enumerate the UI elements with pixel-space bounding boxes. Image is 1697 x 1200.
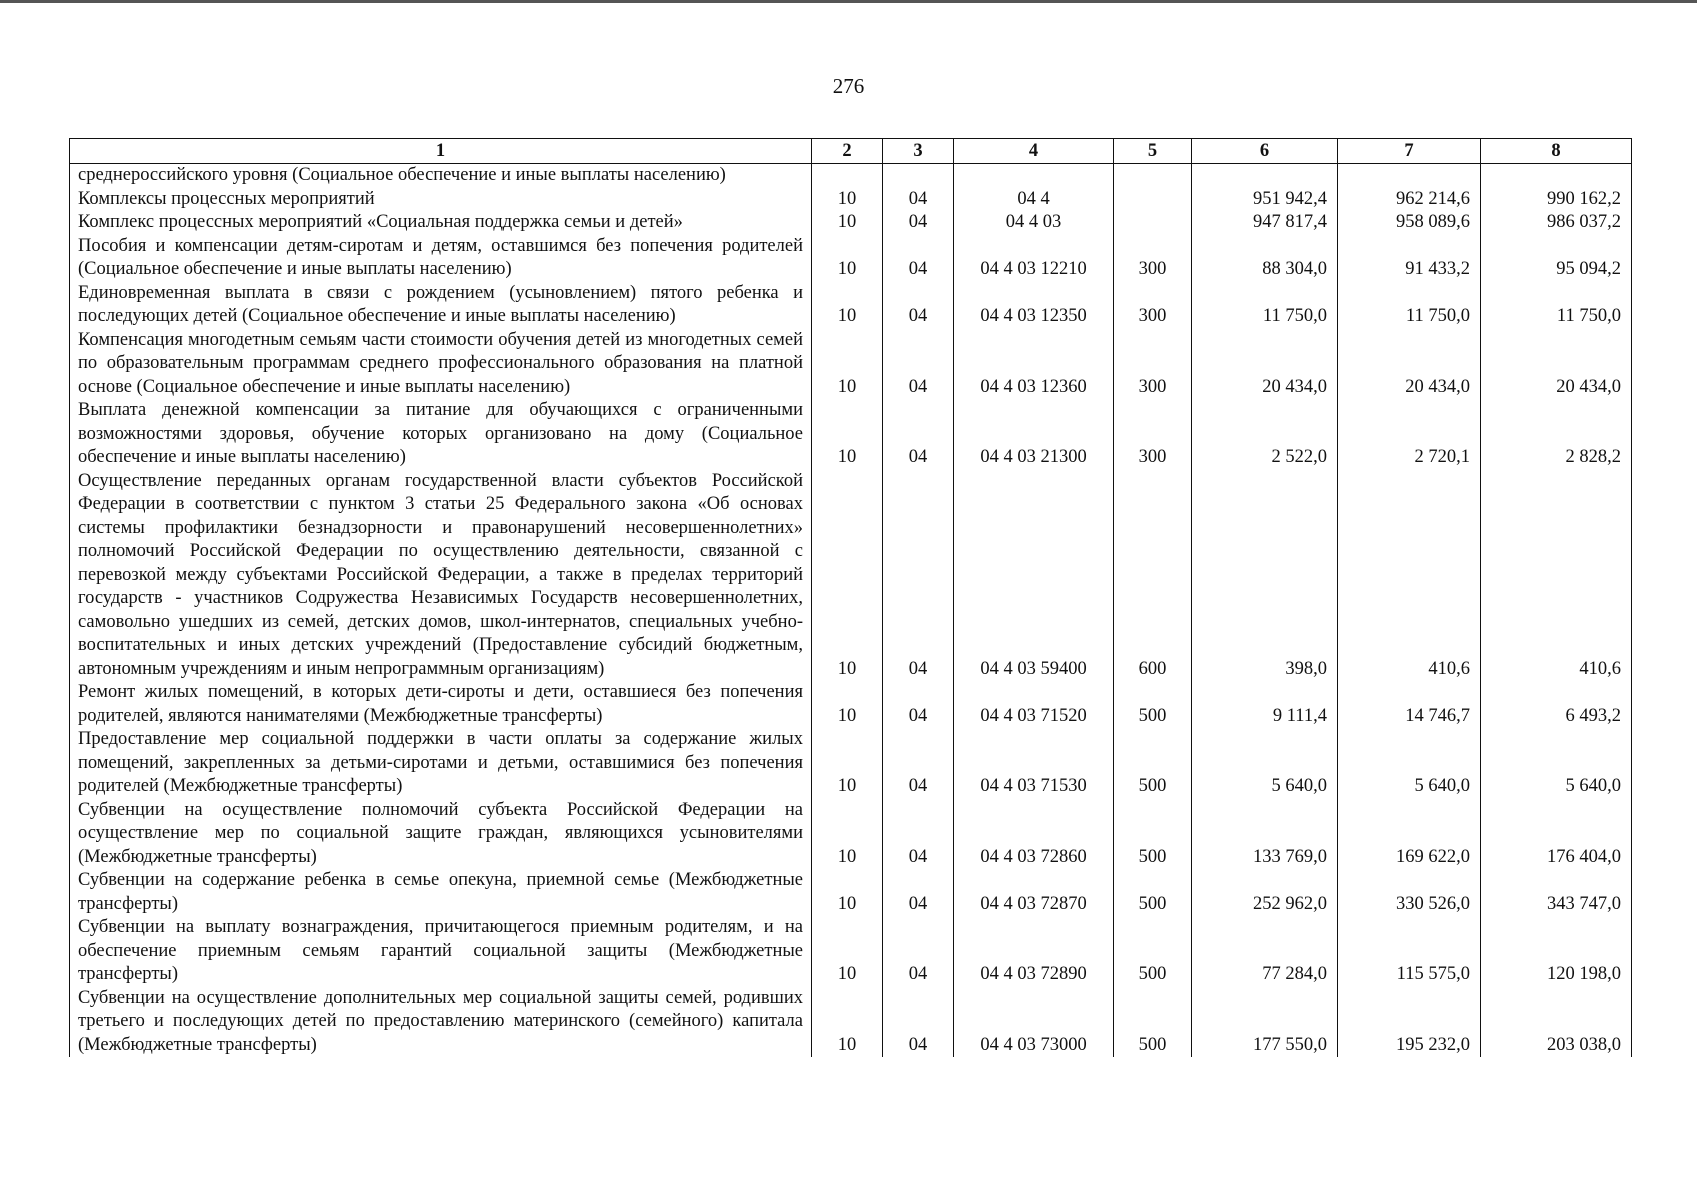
amount-year-3: 120 198,0 [1481, 916, 1632, 987]
amount-year-3: 203 038,0 [1481, 987, 1632, 1058]
target-article-code: 04 4 03 59400 [954, 470, 1114, 682]
section-code: 10 [812, 211, 883, 235]
expense-type-code: 300 [1114, 235, 1192, 282]
amount-year-1: 11 750,0 [1192, 282, 1338, 329]
subsection-code [883, 164, 954, 188]
target-article-code: 04 4 03 72890 [954, 916, 1114, 987]
amount-year-3: 2 828,2 [1481, 399, 1632, 470]
subsection-code: 04 [883, 728, 954, 799]
amount-year-2: 91 433,2 [1338, 235, 1481, 282]
budget-table [69, 138, 1632, 1057]
amount-year-2: 169 622,0 [1338, 799, 1481, 870]
subsection-code: 04 [883, 681, 954, 728]
amount-year-3: 990 162,2 [1481, 188, 1632, 212]
target-article-code: 04 4 [954, 188, 1114, 212]
table-row [70, 799, 1632, 870]
target-article-code: 04 4 03 [954, 211, 1114, 235]
amount-year-1: 88 304,0 [1192, 235, 1338, 282]
row-description: Ремонт жилых помещений, в которых дети-сироты и дети, оставшиеся без попечения родителей, являются нанимателями (Межбюджетные трансферты) [70, 681, 812, 728]
table-row [70, 470, 1632, 682]
section-code: 10 [812, 399, 883, 470]
row-description: Выплата денежной компенсации за питание для обучающихся с ограниченными возможностями здоровья, обучение которых организовано на дому (Социальное обеспечение и иные выплаты населению) [70, 399, 812, 470]
target-article-code: 04 4 03 71520 [954, 681, 1114, 728]
row-description: Субвенции на осуществление полномочий субъекта Российской Федерации на осуществление мер по социальной защите граждан, являющихся усыновителями (Межбюджетные трансферты) [70, 799, 812, 870]
table-row [70, 188, 1632, 212]
expense-type-code: 300 [1114, 282, 1192, 329]
column-header: 4 [954, 139, 1114, 164]
expense-type-code: 500 [1114, 987, 1192, 1058]
table-row [70, 329, 1632, 400]
table-row [70, 728, 1632, 799]
amount-year-1 [1192, 164, 1338, 188]
column-header: 7 [1338, 139, 1481, 164]
section-code: 10 [812, 799, 883, 870]
target-article-code [954, 164, 1114, 188]
subsection-code: 04 [883, 282, 954, 329]
top-rule [0, 0, 1697, 3]
target-article-code: 04 4 03 21300 [954, 399, 1114, 470]
subsection-code: 04 [883, 188, 954, 212]
amount-year-1: 252 962,0 [1192, 869, 1338, 916]
table-row [70, 164, 1632, 188]
amount-year-3: 95 094,2 [1481, 235, 1632, 282]
section-code: 10 [812, 235, 883, 282]
column-header: 5 [1114, 139, 1192, 164]
table-row [70, 211, 1632, 235]
amount-year-2: 14 746,7 [1338, 681, 1481, 728]
amount-year-3 [1481, 164, 1632, 188]
section-code: 10 [812, 329, 883, 400]
row-description: Осуществление переданных органам государственной власти субъектов Российской Федерации в соответствии с пунктом 3 статьи 25 Федерального закона «Об основах системы профилактики безнадзорности и правонарушений несовершеннолетних» полномочий Российской Федерации по осуществлению деятельности, связанной с перевозкой между субъектами Российской Федерации, а также в пределах территорий государств - участников Содружества Независимых Государств несовершеннолетних, самовольно ушедших из семей, детских домов, школ-интернатов, специальных учебно-воспитательных и иных детских учреждений (Предоставление субсидий бюджетным, автономным учреждениям и иным непрограммным организациям) [70, 470, 812, 682]
row-description: Субвенции на выплату вознаграждения, причитающегося приемным родителям, и на обеспечение приемным семьям гарантий социальной защиты (Межбюджетные трансферты) [70, 916, 812, 987]
row-description: среднероссийского уровня (Социальное обеспечение и иные выплаты населению) [70, 164, 812, 188]
amount-year-2: 11 750,0 [1338, 282, 1481, 329]
amount-year-1: 5 640,0 [1192, 728, 1338, 799]
amount-year-1: 951 942,4 [1192, 188, 1338, 212]
expense-type-code: 500 [1114, 869, 1192, 916]
table-row [70, 869, 1632, 916]
target-article-code: 04 4 03 12360 [954, 329, 1114, 400]
column-header: 6 [1192, 139, 1338, 164]
subsection-code: 04 [883, 399, 954, 470]
amount-year-2: 2 720,1 [1338, 399, 1481, 470]
table-row [70, 987, 1632, 1058]
amount-year-3: 11 750,0 [1481, 282, 1632, 329]
row-description: Комплексы процессных мероприятий [70, 188, 812, 212]
target-article-code: 04 4 03 71530 [954, 728, 1114, 799]
amount-year-1: 9 111,4 [1192, 681, 1338, 728]
expense-type-code: 500 [1114, 799, 1192, 870]
amount-year-3: 343 747,0 [1481, 869, 1632, 916]
target-article-code: 04 4 03 12350 [954, 282, 1114, 329]
amount-year-1: 177 550,0 [1192, 987, 1338, 1058]
amount-year-1: 398,0 [1192, 470, 1338, 682]
row-description: Единовременная выплата в связи с рождением (усыновлением) пятого ребенка и последующих детей (Социальное обеспечение и иные выплаты населению) [70, 282, 812, 329]
amount-year-3: 176 404,0 [1481, 799, 1632, 870]
section-code: 10 [812, 282, 883, 329]
expense-type-code: 300 [1114, 399, 1192, 470]
amount-year-3: 5 640,0 [1481, 728, 1632, 799]
expense-type-code [1114, 164, 1192, 188]
section-code: 10 [812, 728, 883, 799]
amount-year-2: 5 640,0 [1338, 728, 1481, 799]
amount-year-2: 115 575,0 [1338, 916, 1481, 987]
header-row [70, 139, 1632, 164]
section-code: 10 [812, 869, 883, 916]
expense-type-code: 500 [1114, 681, 1192, 728]
section-code [812, 164, 883, 188]
section-code: 10 [812, 987, 883, 1058]
amount-year-2: 962 214,6 [1338, 188, 1481, 212]
subsection-code: 04 [883, 235, 954, 282]
amount-year-2: 330 526,0 [1338, 869, 1481, 916]
expense-type-code: 500 [1114, 916, 1192, 987]
amount-year-1: 947 817,4 [1192, 211, 1338, 235]
target-article-code: 04 4 03 73000 [954, 987, 1114, 1058]
column-header: 8 [1481, 139, 1632, 164]
table-row [70, 282, 1632, 329]
row-description: Субвенции на осуществление дополнительных мер социальной защиты семей, родивших третьего и последующих детей по предоставлению материнского (семейного) капитала (Межбюджетные трансферты) [70, 987, 812, 1058]
expense-type-code [1114, 188, 1192, 212]
page-number: 276 [832, 74, 865, 98]
column-header: 2 [812, 139, 883, 164]
table-row [70, 235, 1632, 282]
subsection-code: 04 [883, 916, 954, 987]
amount-year-2: 195 232,0 [1338, 987, 1481, 1058]
amount-year-2: 410,6 [1338, 470, 1481, 682]
subsection-code: 04 [883, 987, 954, 1058]
section-code: 10 [812, 916, 883, 987]
amount-year-1: 20 434,0 [1192, 329, 1338, 400]
column-header: 1 [70, 139, 812, 164]
subsection-code: 04 [883, 869, 954, 916]
expense-type-code: 500 [1114, 728, 1192, 799]
amount-year-3: 20 434,0 [1481, 329, 1632, 400]
row-description: Субвенции на содержание ребенка в семье опекуна, приемной семье (Межбюджетные трансферты) [70, 869, 812, 916]
amount-year-1: 77 284,0 [1192, 916, 1338, 987]
table-row [70, 916, 1632, 987]
subsection-code: 04 [883, 799, 954, 870]
target-article-code: 04 4 03 72860 [954, 799, 1114, 870]
row-description: Пособия и компенсации детям-сиротам и детям, оставшимся без попечения родителей (Социальное обеспечение и иные выплаты населению) [70, 235, 812, 282]
expense-type-code [1114, 211, 1192, 235]
row-description: Компенсация многодетным семьям части стоимости обучения детей из многодетных семей по образовательным программам среднего профессионального образования на платной основе (Социальное обеспечение и иные выплаты населению) [70, 329, 812, 400]
row-description: Предоставление мер социальной поддержки в части оплаты за содержание жилых помещений, закрепленных за детьми-сиротами и детьми, оставшимися без попечения родителей (Межбюджетные трансферты) [70, 728, 812, 799]
table-row [70, 681, 1632, 728]
amount-year-3: 6 493,2 [1481, 681, 1632, 728]
amount-year-1: 2 522,0 [1192, 399, 1338, 470]
section-code: 10 [812, 681, 883, 728]
expense-type-code: 600 [1114, 470, 1192, 682]
target-article-code: 04 4 03 12210 [954, 235, 1114, 282]
section-code: 10 [812, 470, 883, 682]
amount-year-1: 133 769,0 [1192, 799, 1338, 870]
expense-type-code: 300 [1114, 329, 1192, 400]
amount-year-2: 958 089,6 [1338, 211, 1481, 235]
amount-year-2 [1338, 164, 1481, 188]
target-article-code: 04 4 03 72870 [954, 869, 1114, 916]
subsection-code: 04 [883, 329, 954, 400]
subsection-code: 04 [883, 211, 954, 235]
column-header: 3 [883, 139, 954, 164]
subsection-code: 04 [883, 470, 954, 682]
amount-year-2: 20 434,0 [1338, 329, 1481, 400]
section-code: 10 [812, 188, 883, 212]
row-description: Комплекс процессных мероприятий «Социальная поддержка семьи и детей» [70, 211, 812, 235]
table-row [70, 399, 1632, 470]
amount-year-3: 410,6 [1481, 470, 1632, 682]
amount-year-3: 986 037,2 [1481, 211, 1632, 235]
